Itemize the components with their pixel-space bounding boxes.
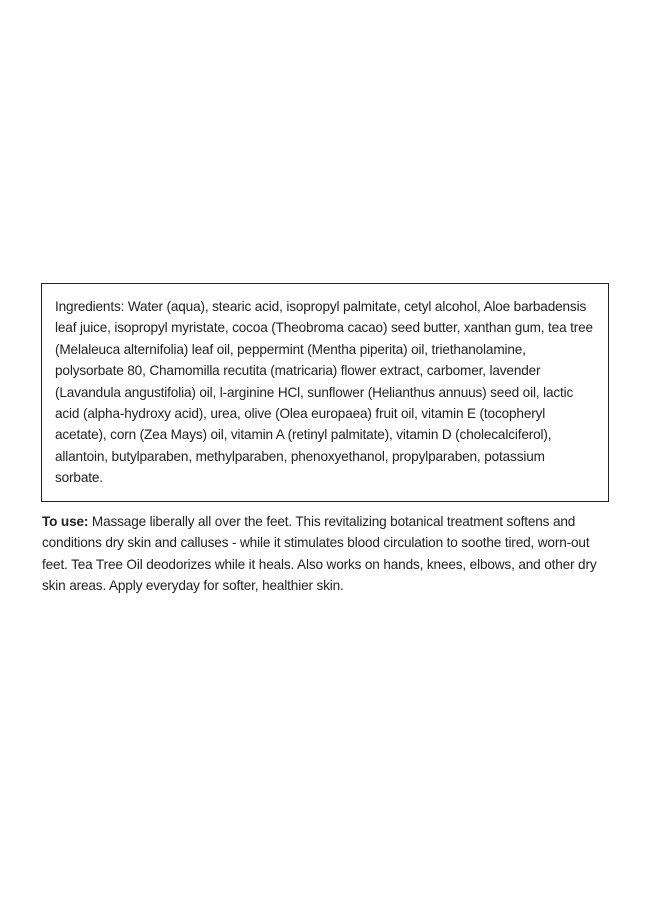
ingredients-text: Ingredients: Water (aqua), stearic acid, isopropyl palmitate, cetyl alcohol, Aloe barbadensis leaf juice, isopropyl myristate, cocoa (Theobroma cacao) seed butter, xanthan gum, tea tree (Melaleuca alternifolia) leaf oil, peppermint (Mentha piperita) oil, triethanolamine, polysorbate 80, Chamomilla recutita (matricaria) flower extract, carbomer, lavender (Lavandula angustifolia) oil, l-arginine HCl, sunflower (Helianthus annuus) seed oil, lactic acid (alpha-hydroxy acid), urea, olive (Olea europaea) fruit oil, vitamin E (tocopheryl acetate), corn (Zea Mays) oil, vitamin A (retinyl palmitate), vitamin D (cholecalciferol), allantoin, butylparaben, methylparaben, phenoxyethanol, propylparaben, potassium sorbate. — [55, 299, 593, 486]
usage-label: To use: — [42, 514, 89, 529]
usage-text: Massage liberally all over the feet. This revitalizing botanical treatment softens and conditions dry skin and calluses - while it stimulates blood circulation to soothe tired, worn-out feet. Tea Tree Oil deodorizes while it heals. Also works on hands, knees, elbows, and other dry skin areas. Apply everyday for softer, healthier skin. — [42, 514, 597, 594]
ingredients-box — [41, 283, 609, 502]
usage-instructions — [42, 511, 616, 597]
usage-paragraph — [42, 511, 616, 597]
